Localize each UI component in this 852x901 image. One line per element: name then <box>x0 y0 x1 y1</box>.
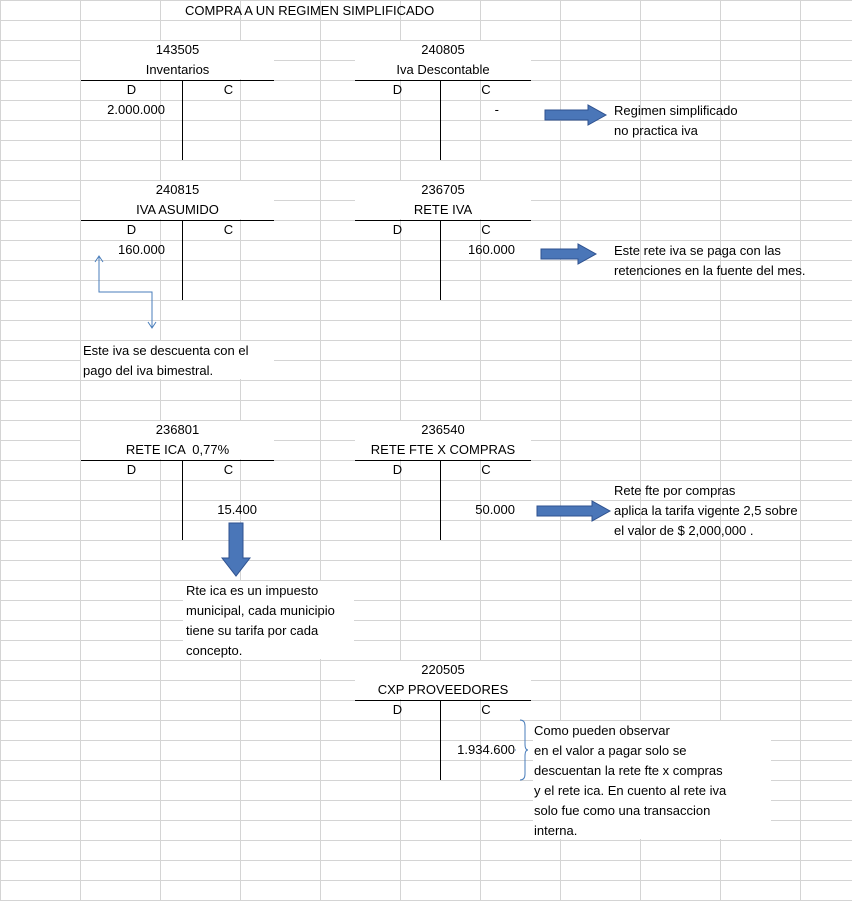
account-code: 236705 <box>421 182 465 197</box>
down-arrow-icon <box>221 522 251 578</box>
credit-label: C <box>481 82 491 97</box>
debit-label: D <box>392 222 403 237</box>
account-name: RETE ICA 0,77% <box>125 442 230 457</box>
debit-value: 2.000.000 <box>107 102 165 117</box>
account-code: 143505 <box>155 42 200 57</box>
account-name: Inventarios <box>145 62 210 77</box>
account-code: 240815 <box>155 182 200 197</box>
debit-label: D <box>126 82 137 97</box>
debit-label: D <box>392 462 403 477</box>
note-rete-fte: Rete fte por compras aplica la tarifa vigente 2,5 sobre el valor de $ 2,000,000 . <box>614 483 798 538</box>
credit-label: C <box>223 222 234 237</box>
debit-value: 160.000 <box>118 242 165 257</box>
account-name: RETE FTE X COMPRAS <box>370 442 516 457</box>
right-arrow-icon <box>536 500 612 522</box>
note-regimen: Regimen simplificado no practica iva <box>614 103 738 138</box>
debit-label: D <box>126 462 137 477</box>
credit-label: C <box>223 462 234 477</box>
credit-label: C <box>481 702 491 717</box>
account-name: CXP PROVEEDORES <box>377 682 509 697</box>
debit-label: D <box>392 82 403 97</box>
right-arrow-icon <box>544 104 608 126</box>
credit-value: 50.000 <box>475 502 515 517</box>
account-code: 236801 <box>155 422 200 437</box>
account-code: 240805 <box>421 42 465 57</box>
account-name: RETE IVA <box>413 202 473 217</box>
account-name: IVA ASUMIDO <box>136 202 219 217</box>
brace-icon <box>515 718 529 782</box>
elbow-connector-icon <box>92 252 158 332</box>
credit-value: - <box>494 102 499 117</box>
credit-label: C <box>223 82 234 97</box>
credit-value: 1.934.600 <box>457 742 515 757</box>
credit-label: C <box>481 222 491 237</box>
note-iva-asumido: Este iva se descuenta con el pago del iva bimestral. <box>83 343 249 378</box>
credit-value: 160.000 <box>468 242 515 257</box>
debit-label: D <box>392 702 403 717</box>
credit-label: C <box>481 462 491 477</box>
note-cxp: Como pueden observar en el valor a pagar solo se descuentan la rete fte x compras y el rete ica. En cuento al rete iva solo fue como una transaccion interna. <box>534 723 727 838</box>
right-arrow-icon <box>540 243 598 265</box>
note-rete-ica: Rte ica es un impuesto municipal, cada municipio tiene su tarifa por cada concepto. <box>186 583 335 658</box>
account-code: 236540 <box>421 422 465 437</box>
account-name: Iva Descontable <box>396 62 490 77</box>
note-rete-iva: Este rete iva se paga con las retenciones en la fuente del mes. <box>614 243 806 278</box>
debit-label: D <box>126 222 137 237</box>
credit-value: 15.400 <box>217 502 257 517</box>
sheet-title: COMPRA A UN REGIMEN SIMPLIFICADO <box>185 3 435 18</box>
account-code: 220505 <box>421 662 465 677</box>
